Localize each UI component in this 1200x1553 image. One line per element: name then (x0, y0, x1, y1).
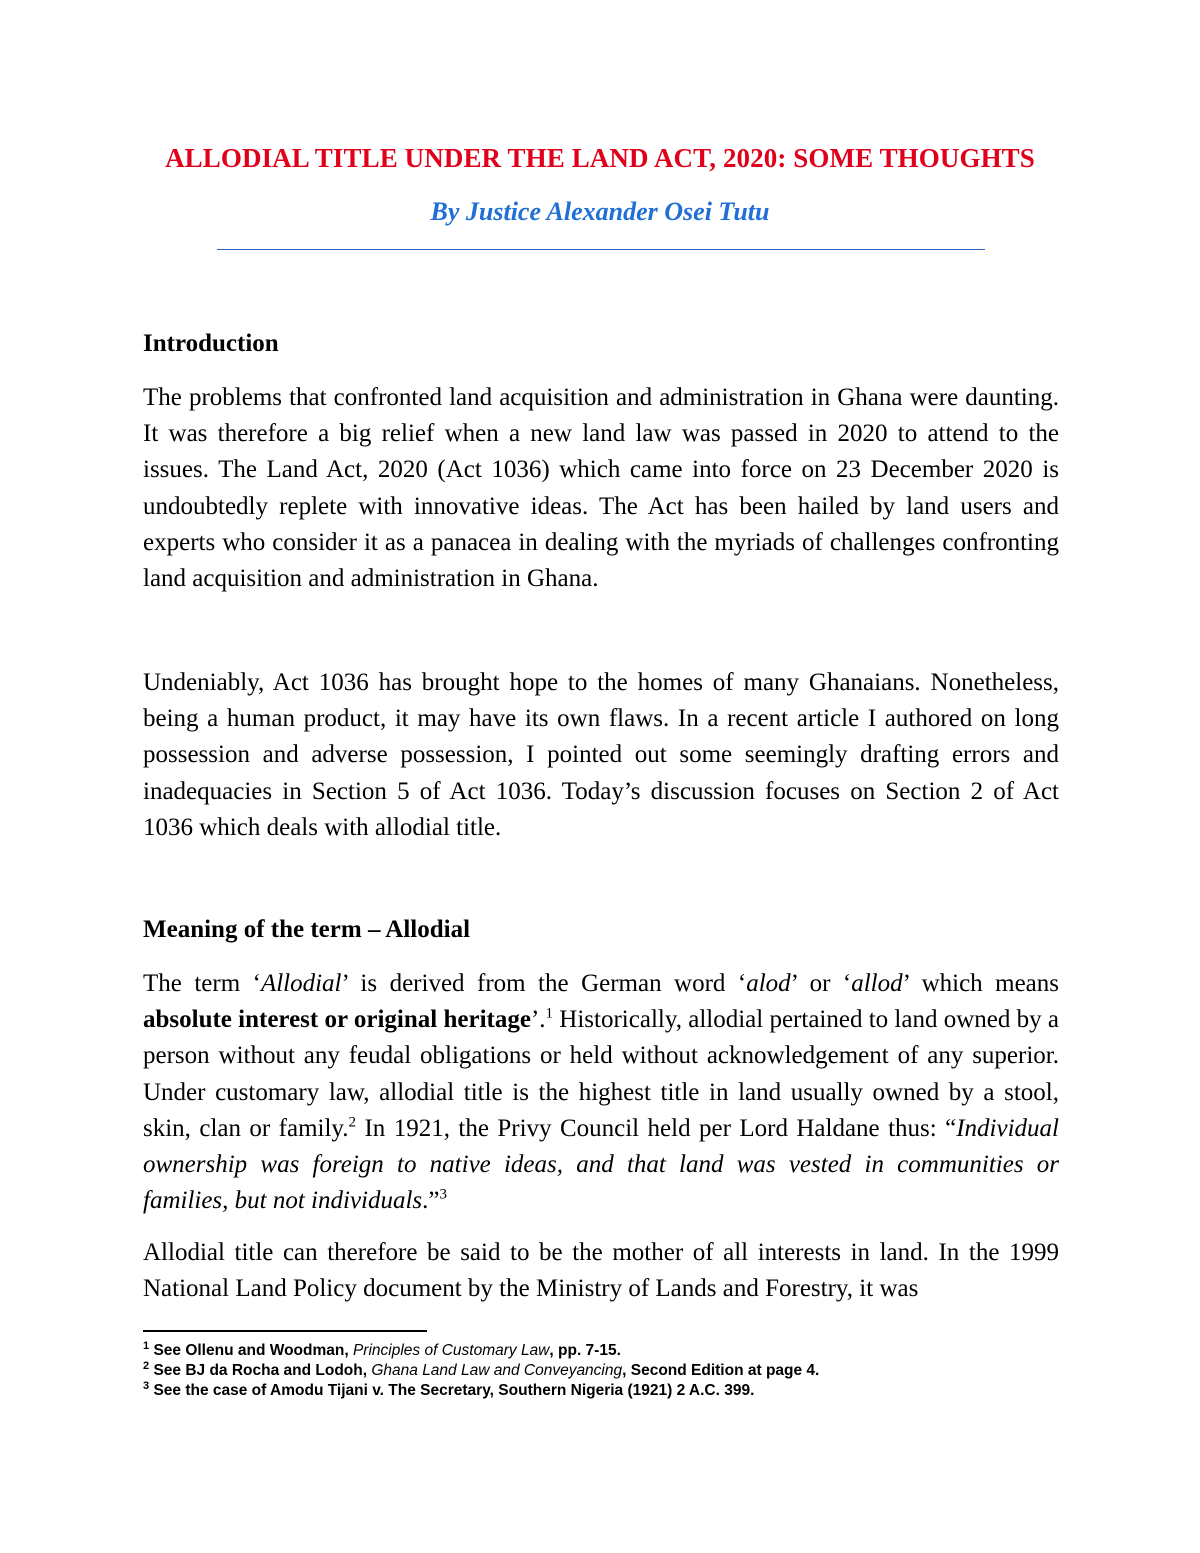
meaning-paragraph-1 (143, 966, 1059, 1219)
footnote-text: , Second Edition at page 4. (622, 1362, 820, 1379)
meaning-section (143, 913, 1059, 947)
footnote-1 (143, 1341, 1059, 1361)
footnote-citation-title: Principles of Customary Law (352, 1342, 550, 1359)
privy-council-quote: Individual ownership was foreign to native ideas, and that land was vested in communities or families, but not individuals (143, 1114, 1059, 1215)
bold-definition: absolute interest or original heritage (143, 1006, 531, 1034)
introduction-heading: Introduction (143, 330, 279, 357)
footnote-citation-title: Ghana Land Law and Conveyancing (371, 1362, 623, 1379)
footnote-number: 1 (143, 1339, 150, 1352)
document-title: ALLODIAL TITLE UNDER THE LAND ACT, 2020: SOME THOUGHTS (165, 143, 1035, 173)
intro-paragraph-2-block (143, 665, 1059, 846)
introduction-section (143, 327, 1059, 361)
intro-paragraph-1: The problems that confronted land acquisition and administration in Ghana were daunting. It was therefore a big relief when a new land law was passed in 2020 to attend to the issues. The Land Act, 2020 (Act 1036) which came into force on 23 December 2020 is undoubtedly replete with innovative ideas. The Act has been hailed by land users and experts who consider it as a panacea in dealing with the myriads of challenges confronting land acquisition and administration in Ghana. (143, 384, 1059, 593)
meaning-paragraph-1-block (143, 966, 1059, 1219)
text-run: ’ which means (902, 970, 1060, 997)
title-divider (217, 249, 985, 250)
text-run: ’ is derived from the German word ‘ (341, 970, 747, 997)
text-run: .” (422, 1187, 440, 1215)
footnote-text: , pp. 7-15. (549, 1342, 621, 1359)
meaning-paragraph-2-block (143, 1235, 1059, 1307)
meaning-heading: Meaning of the term – Allodial (143, 916, 471, 943)
text-run: ’. (530, 1006, 546, 1034)
footnote-ref-3[interactable]: 3 (439, 1186, 448, 1203)
text-run: In 1921, the Privy Council held per Lord Haldane thus: “ (356, 1114, 957, 1142)
footnote-ref-1[interactable]: 1 (545, 1005, 554, 1022)
term-allodial: Allodial (260, 970, 342, 997)
footnote-text: See BJ da Rocha and Lodoh, (153, 1362, 372, 1379)
text-run: Historically, allodial pertained to land owned by a person without any feudal obligations or held without acknowledgement of any superior. Under customary law, allodial title is the highest title in land usually owned by a stool, skin, clan or family. (143, 1006, 1060, 1142)
text-run: The term ‘ (143, 970, 261, 997)
footnote-2 (143, 1361, 1059, 1381)
term-allod: allod (851, 970, 903, 997)
intro-paragraph-1-block (143, 380, 1059, 597)
meaning-paragraph-2: Allodial title can therefore be said to be the mother of all interests in land. In the 1999 National Land Policy document by the Ministry of Lands and Forestry, it was (143, 1239, 1059, 1303)
footnote-number: 3 (143, 1379, 150, 1392)
footnote-ref-2[interactable]: 2 (348, 1114, 357, 1131)
term-alod: alod (746, 970, 791, 997)
footnote-number: 2 (143, 1359, 150, 1372)
footnotes-list (143, 1341, 1059, 1401)
author-byline: By Justice Alexander Osei Tutu (430, 197, 770, 226)
footnote-separator (143, 1330, 427, 1332)
footnote-text: See Ollenu and Woodman, (153, 1342, 353, 1359)
intro-paragraph-2: Undeniably, Act 1036 has brought hope to the homes of many Ghanaians. Nonetheless, being a human product, it may have its own flaws. In a recent article I authored on long possession and adverse possession, I pointed out some seemingly drafting errors and inadequacies in Section 5 of Act 1036. Today’s discussion focuses on Section 2 of Act 1036 which deals with allodial title. (143, 669, 1059, 841)
footnote-text: See the case of Amodu Tijani v. The Secretary, Southern Nigeria (1921) 2 A.C. 399. (153, 1382, 755, 1399)
footnote-3 (143, 1381, 1059, 1401)
text-run: ’ or ‘ (790, 970, 852, 997)
